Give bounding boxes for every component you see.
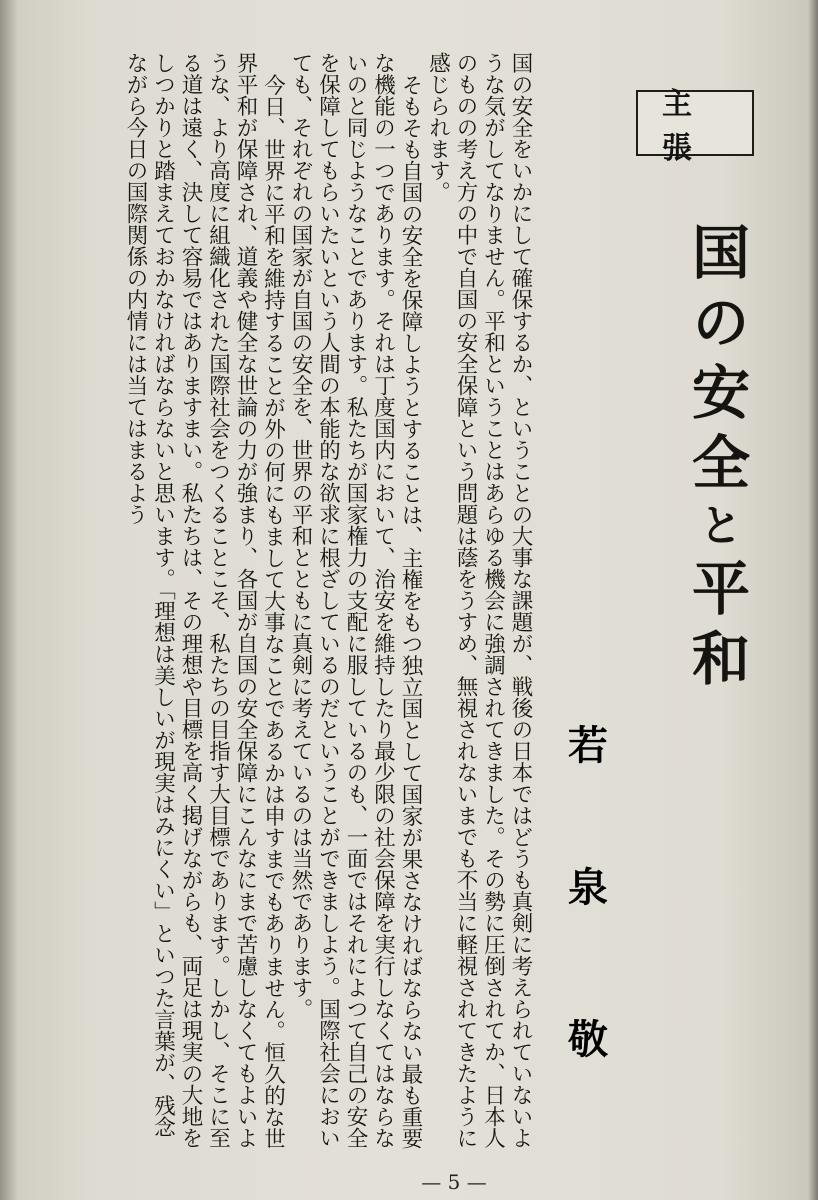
page-number: — 5 — [421,1170,487,1194]
article-body [123,52,534,1152]
author-char-1: 若 [568,723,608,769]
title-part1: 国の安全 [682,222,750,502]
body-paragraph: そもそも自国の安全を保障しようとすることは、主権をもつ独立国として国家が果さなければならない最も重要な機能の一つであります。それは丁度国内において、治安を維持したり最少限の社会保障を実行しなくてはならないのと同じようなことであります。私たちが国家権力の支配に服しているのも、一面ではそれによつて自己の安全を保障してもらいたいという人間の本能的な欲求に根ざしているのだということができましよう。国際社会においても、それぞれの国家が自国の安全を、世界の平和とともに真剣に考えているのは当然であります。 [288,52,423,1149]
section-label: 主張 [662,87,716,166]
page-gutter-shadow [0,0,18,1200]
body-paragraph: 国の安全をいかにして確保するか、ということの大事な課題が、戦後の日本ではどうも真剣に考えられていないような気がしてなりません。平和ということはあらゆる機会に強調されてきました。その勢に圧倒されてか、日本人のものの考え方の中で自国の安全保障という問題は蔭をうすめ、無視されないまでも不当に軽視されてきたように感じられます。 [425,52,533,1149]
author-char-3: 敬 [568,1017,608,1063]
section-label-box [636,87,754,166]
title-part2: 平和 [682,558,750,698]
author-char-2: 泉 [568,865,608,911]
article-title [676,222,756,712]
title-particle: と [691,502,742,558]
body-paragraph: 今日、世界に平和を維持することが外の何にもまして大事なことであるかは申すまでもありません。恒久的な世界平和が保障され、道義や健全な世論の力が強まり、各国が自国の安全保障にこんなにまで苦慮しなくてもよいような、より高度に組織化された国際社会をつくることこそ、私たちの目指す大目標であります。しかし、そこに至る道は遠く、決して容易ではありますまい。私たちは、その理想や目標を高く掲げながらも、両足は現実の大地をしつかりと踏まえておかなければならないと思います。「理想は美しいが現実はみにくい」といつた言葉が、残念ながら今日の国際関係の内情には当てはまるよう [123,52,286,1149]
author-name [568,718,624,1098]
page-edge-shadow [808,0,818,1200]
